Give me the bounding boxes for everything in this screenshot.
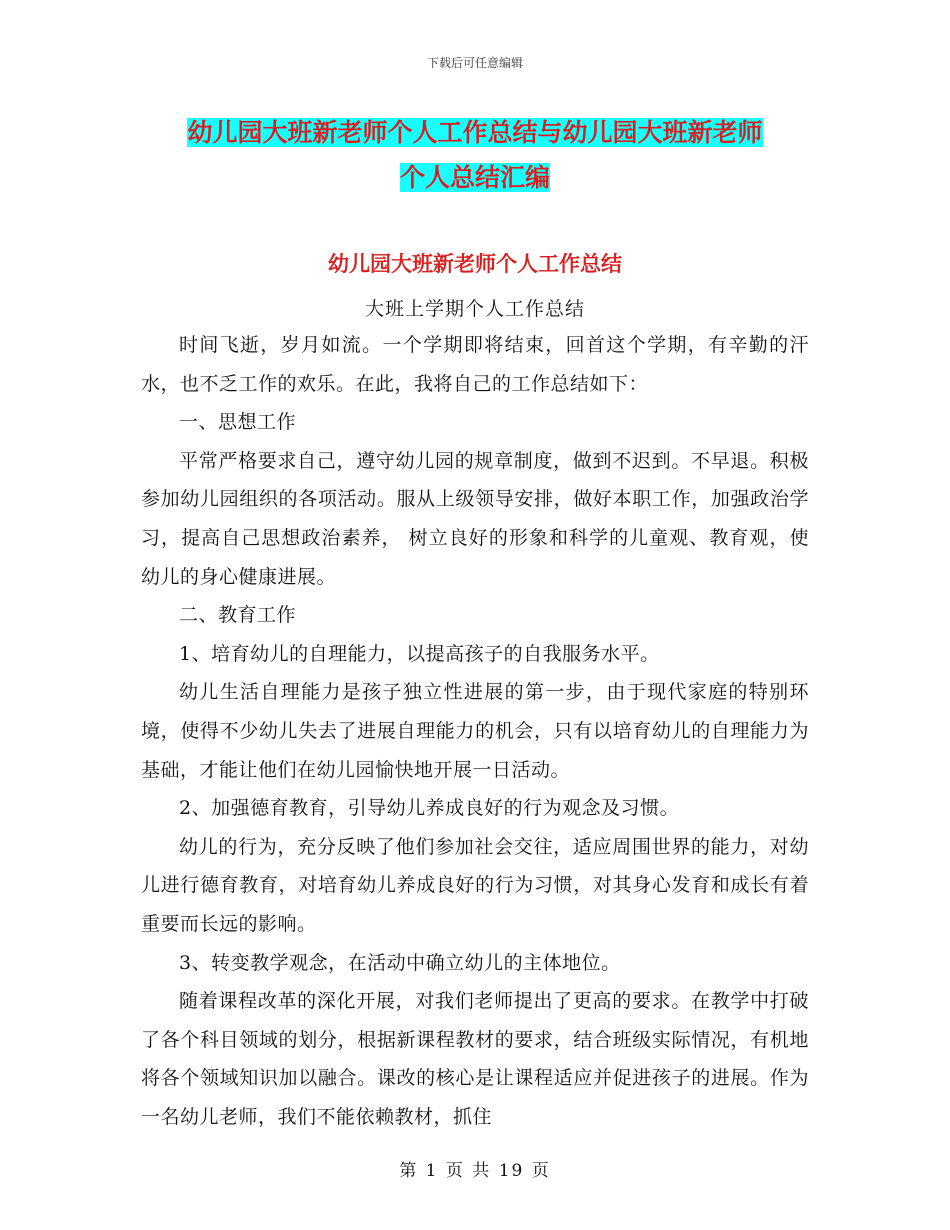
- heading-ideology-work: 一、思想工作: [179, 411, 297, 434]
- item-heading-3: 3、转变教学观念，在活动中确立幼儿的主体地位。: [179, 951, 621, 974]
- subtitle: 大班上学期个人工作总结: [364, 298, 585, 320]
- paragraph-item-1: 幼儿生活自理能力是孩子独立性进展的第一步，由于现代家庭的特别环境，使得不少幼儿失去了进展自理能力的机会，只有以培育幼儿的自理能力为基础，才能让他们在幼儿园愉快地开展一日活动。: [141, 681, 809, 781]
- document-body: [141, 326, 809, 1136]
- item-heading-2: 2、加强德育教育，引导幼儿养成良好的行为观念及习惯。: [179, 797, 680, 820]
- document-title: [140, 110, 810, 200]
- document-title-line-1: 幼儿园大班新老师个人工作总结与幼儿园大班新老师: [187, 118, 763, 147]
- page-number: 第 1 页 共 19 页: [399, 1161, 551, 1181]
- paragraph-item-3: 随着课程改革的深化开展，对我们老师提出了更高的要求。在教学中打破了各个科目领域的划分，根据新课程教材的要求，结合班级实际情况，有机地将各个领域知识加以融合。课改的核心是让课程适应并促进孩子的进展。作为一名幼儿老师，我们不能依赖教材，抓住: [141, 990, 809, 1128]
- paragraph-ideology: 平常严格要求自己，遵守幼儿园的规章制度，做到不迟到。不早退。积极参加幼儿园组织的各项活动。服从上级领导安排，做好本职工作，加强政治学习，提高自己思想政治素养， 树立良好的形象和科学的儿童观、教育观，使幼儿的身心健康进展。: [141, 449, 809, 588]
- paragraph-item-2: 幼儿的行为，充分反映了他们参加社会交往，适应周围世界的能力，对幼儿进行德育教育，对培育幼儿养成良好的行为习惯，对其身心发育和成长有着重要而长远的影响。: [141, 835, 809, 935]
- item-heading-1: 1、培育幼儿的自理能力，以提高孩子的自我服务水平。: [179, 642, 660, 665]
- heading-education-work: 二、教育工作: [179, 604, 297, 627]
- header-note: 下载后可任意编辑: [426, 56, 523, 70]
- document-title-line-2: 个人总结汇编: [399, 163, 550, 192]
- section-title: 幼儿园大班新老师个人工作总结: [328, 252, 622, 276]
- paragraph-intro: 时间飞逝，岁月如流。一个学期即将结束，回首这个学期，有辛勤的汗水，也不乏工作的欢乐。在此，我将自己的工作总结如下：: [141, 334, 809, 395]
